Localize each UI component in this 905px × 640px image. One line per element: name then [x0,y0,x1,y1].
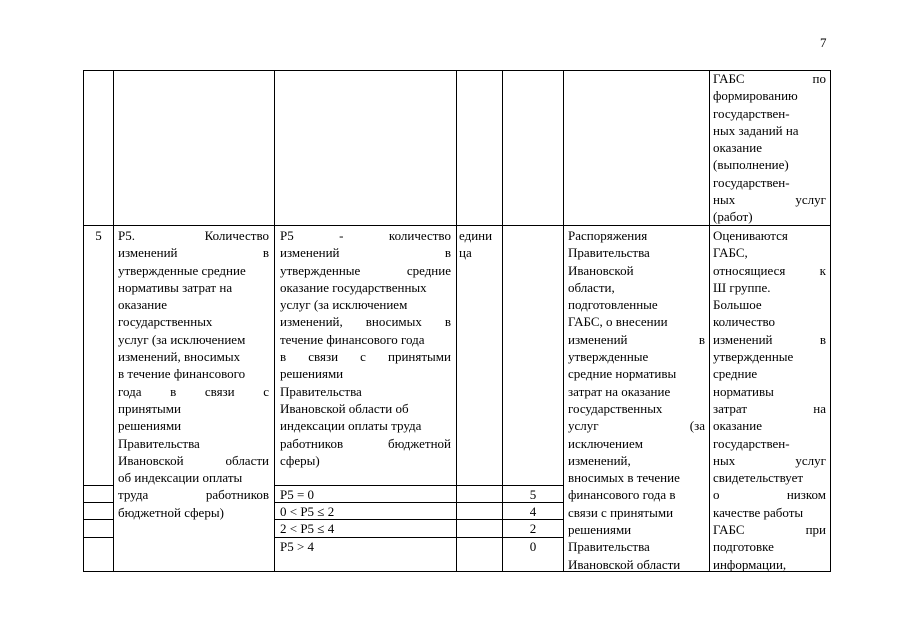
cell-text-line: государственных [118,314,213,330]
cell-text-line: ца [459,245,472,261]
scale-points: 5 [529,487,537,502]
cell-text-line: работников бюджетной [280,435,451,451]
cell-text-line: утвержденные средние [118,262,246,278]
cell-text-line: средние [713,366,758,382]
cell-text-line: Ивановской [568,262,634,278]
cell-text-line: государствен- [713,435,790,451]
cell-text-line: Распоряжения [568,228,648,243]
cell-text-line: ГАБС, о внесении [568,314,668,330]
cell-text-line: Правительства [568,245,650,261]
cell-text-line: услуг (за [568,418,705,434]
cell-text-line: Оцениваются [713,228,788,243]
cell-text-line: едини [459,228,493,243]
cell-text-line: Правительства [280,383,362,399]
cell-text-line: о низком [713,487,826,503]
cell-text-line: государствен- [713,174,790,190]
scale-condition: 0 < Р5 ≤ 2 [280,504,335,519]
indicator-cell [118,227,269,521]
cell-text-line: подготовленные [568,297,658,313]
cell-text-line: изменений, вносимых [118,349,241,365]
cell-text-line: Ивановской области об [280,400,409,416]
cell-text-line: ГАБС по [713,71,826,86]
cell-text-line: оказание [713,140,762,156]
cell-text-line: в течение финансового [118,366,246,382]
cell-text-line: Ивановской области [118,452,269,468]
cell-text-line: сферы) [280,452,320,468]
cell-text-line: государственных [568,400,663,416]
cell-text-line: нормативы затрат на [118,279,233,295]
cell-text-line: Правительства [568,539,650,555]
cell-text-line: года в связи с [118,383,269,399]
cell-text-line: Р5 - количество [280,228,451,243]
cell-text-line: утвержденные средние [280,262,451,278]
cell-text-line: ГАБС при [713,522,826,538]
cell-text-line: ных заданий на [713,122,799,138]
cell-text-line: ных услуг [713,452,826,468]
cell-text-line: индексации оплаты труда [280,418,422,434]
cell-text-line: Правительства [118,435,200,451]
cell-text-line: качестве работы [713,504,804,520]
cell-text-line: связи с принятыми [568,504,674,520]
cell-text-line: изменений в [713,331,826,347]
cell-text-line: ГАБС, [713,245,748,261]
top-row-comment-cell [713,70,826,226]
cell-text-line: оказание [118,297,167,313]
cell-text-line: изменений в [280,245,451,261]
cell-text-line: изменений в [568,331,705,347]
cell-text-line: государствен- [713,105,790,121]
cell-text-line: относящиеся к [713,262,826,278]
page-number: 7 [820,35,827,50]
cell-text-line: оказание государственных [280,279,427,295]
cell-text-line: решениями [280,366,344,382]
cell-text-line: услуг (за исключением [280,297,408,313]
cell-text-line: ных услуг [713,192,826,208]
cell-text-line: количество [713,314,776,330]
cell-text-line: изменений в [118,245,269,261]
cell-text-line: информации, [713,556,787,572]
cell-text-line: утвержденные [713,349,794,365]
cell-text-line: Р5. Количество [118,228,269,243]
cell-text-line: области, [568,279,615,295]
cell-text-line: бюджетной сферы) [118,504,224,520]
cell-text-line: изменений, [568,452,631,468]
cell-text-line: оказание [713,418,762,434]
scale-points: 2 [529,521,537,536]
cell-text-line: утвержденные [568,349,649,365]
cell-text-line: вносимых в течение [568,470,680,486]
comment-cell [713,227,826,573]
cell-text-line: Ивановской области [568,556,681,572]
cell-text-line: финансового года в [568,487,676,503]
cell-text-line: труда работников [118,487,269,503]
row-number: 5 [95,228,102,243]
scale-condition: Р5 = 0 [280,487,315,502]
cell-text-line: формированию [713,88,798,104]
unit-cell [459,227,501,262]
cell-text-line: затрат на [713,400,826,416]
scale-condition: Р5 > 4 [280,539,315,554]
cell-text-line: об индексации оплаты [118,470,243,486]
cell-text-line: Большое [713,297,762,313]
cell-text-line: средние нормативы [568,366,677,382]
cell-text-line: течение финансового года [280,331,425,347]
scale-points: 0 [529,539,537,554]
source-cell [568,227,705,573]
cell-text-line: принятыми [118,400,181,416]
cell-text-line: затрат на оказание [568,383,671,399]
cell-text-line: (работ) [713,209,753,225]
cell-text-line: Ш группе. [713,279,771,295]
cell-text-line: решениями [568,522,632,538]
scale-condition: 2 < Р5 ≤ 4 [280,521,335,536]
cell-text-line: (выполнение) [713,157,789,173]
cell-text-line: услуг (за исключением [118,331,246,347]
cell-text-line: нормативы [713,383,774,399]
cell-text-line: в связи с принятыми [280,349,451,365]
formula-cell [280,227,451,469]
scale-points: 4 [529,504,537,519]
cell-text-line: изменений, вносимых в [280,314,451,330]
cell-text-line: свидетельствует [713,470,804,486]
cell-text-line: подготовке [713,539,774,555]
cell-text-line: решениями [118,418,182,434]
cell-text-line: исключением [568,435,643,451]
